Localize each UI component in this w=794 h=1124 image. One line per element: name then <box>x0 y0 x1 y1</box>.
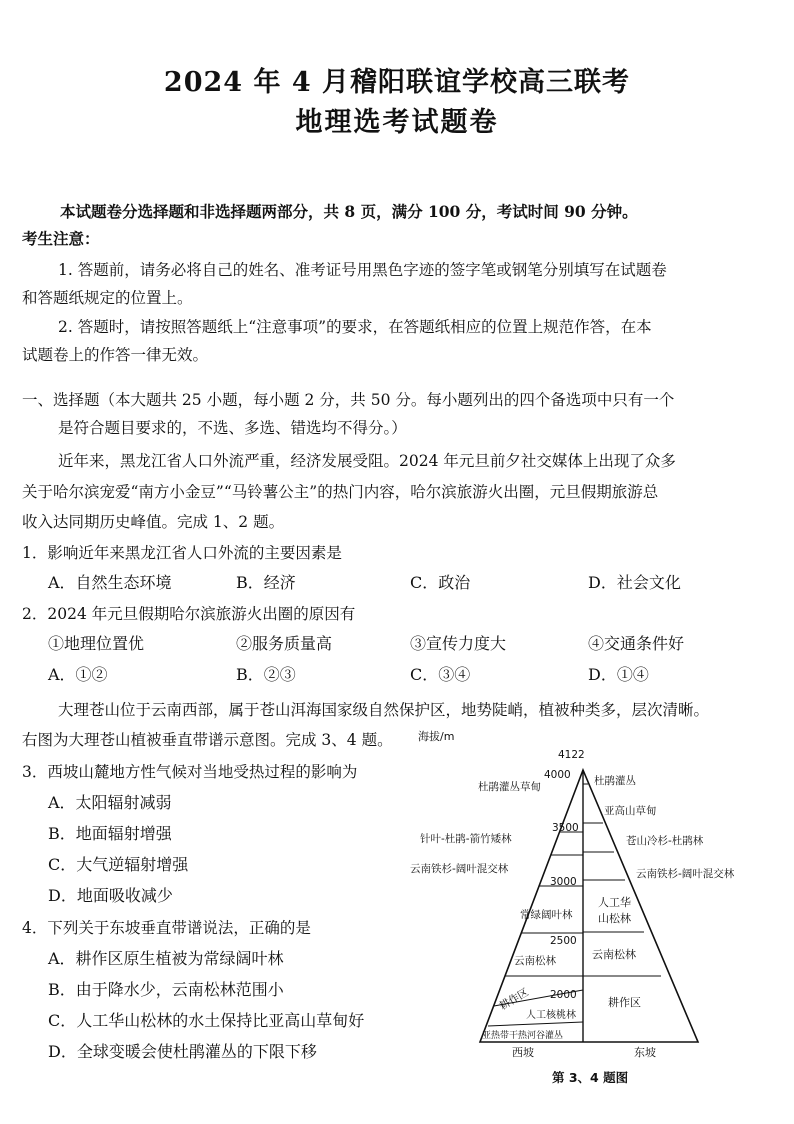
notice-2-line-b: 试题卷上的作答一律无效。 <box>22 346 209 364</box>
axis-label: 海拔/m <box>418 730 455 743</box>
east-belt-label: 人工华 <box>598 896 631 909</box>
west-belt-label: 常绿阔叶林 <box>520 909 573 921</box>
east-belt-label: 杜鹃灌丛 <box>594 775 636 787</box>
east-belt-label: 耕作区 <box>608 996 641 1009</box>
tick-3000: 3000 <box>550 876 577 888</box>
material1-line-b: 关于哈尔滨宠爱“南方小金豆”“马铃薯公主”的热门内容，哈尔滨旅游火出圈，元旦假期旅游总 <box>22 483 659 501</box>
east-belt-label: 云南松林 <box>592 948 636 961</box>
q2-statement-4: ④交通条件好 <box>588 634 685 653</box>
q2-option-b[interactable]: B．②③ <box>236 665 296 684</box>
west-belt-label: 云南铁杉-阔叶混交林 <box>410 863 509 875</box>
section1-heading-a: 一、选择题（本大题共 25 小题，每小题 2 分，共 50 分。每小题列出的四个备选项中只有一个 <box>22 391 675 409</box>
east-belt-label: 云南铁杉-阔叶混交林 <box>636 868 735 880</box>
west-belt-label: 云南松林 <box>514 955 556 967</box>
q2-statement-3: ③宣传力度大 <box>410 634 507 653</box>
tick-2500: 2500 <box>550 935 577 947</box>
west-belt-label: 亚热带干热河谷灌丛 <box>482 1031 564 1041</box>
east-slope-label: 东坡 <box>634 1046 656 1059</box>
material1-line-a: 近年来，黑龙江省人口外流严重，经济发展受阻。2024 年元旦前夕社交媒体上出现了众多 <box>58 452 676 470</box>
q2-option-c[interactable]: C．③④ <box>410 665 471 684</box>
exam-title-line1: 2024 年 4 月稽阳联谊学校高三联考 <box>163 67 631 98</box>
q2-statement-2: ②服务质量高 <box>236 634 333 653</box>
q2-option-d[interactable]: D．①④ <box>588 665 649 684</box>
east-belt-label: 亚高山草甸 <box>604 805 657 817</box>
east-belt-label: 苍山冷杉-杜鹃林 <box>626 835 704 847</box>
west-boundary-line <box>488 1022 583 1026</box>
q3-option-c[interactable]: C．大气逆辐射增强 <box>48 855 189 874</box>
notice-2-line-a: 2. 答题时，请按照答题纸上“注意事项”的要求，在答题纸相应的位置上规范作答，在本 <box>58 318 652 336</box>
q4-option-a[interactable]: A．耕作区原生植被为常绿阔叶林 <box>48 949 284 968</box>
tick-4000: 4000 <box>544 769 571 781</box>
figure-caption: 第 3、4 题图 <box>552 1070 629 1085</box>
q1-option-b[interactable]: B．经济 <box>236 573 296 592</box>
q2-statement-1: ①地理位置优 <box>48 634 145 653</box>
q1-option-a[interactable]: A．自然生态环境 <box>48 573 172 592</box>
west-belt-label: 耕作区 <box>497 986 531 1013</box>
west-belt-label: 针叶-杜鹃-箭竹矮林 <box>420 833 512 845</box>
q1-option-c[interactable]: C．政治 <box>410 573 471 592</box>
material2-line-a: 大理苍山位于云南西部，属于苍山洱海国家级自然保护区，地势陡峭，植被种类多，层次清晰。 <box>58 701 710 719</box>
section1-heading-b: 是符合题目要求的，不选、多选、错选均不得分。） <box>58 419 407 437</box>
q3-stem: 3．西坡山麓地方性气候对当地受热过程的影响为 <box>22 763 358 781</box>
q4-option-c[interactable]: C．人工华山松林的水土保持比亚高山草甸好 <box>48 1011 365 1030</box>
west-belt-label: 杜鹃灌丛草甸 <box>478 781 541 793</box>
q4-stem: 4．下列关于东坡垂直带谱说法，正确的是 <box>22 919 311 937</box>
q4-option-d[interactable]: D．全球变暖会使杜鹃灌丛的下限下移 <box>48 1042 317 1061</box>
vegetation-belt-diagram <box>408 728 768 1090</box>
q1-option-d[interactable]: D．社会文化 <box>588 573 681 592</box>
exam-title-line2: 地理选考试题卷 <box>295 107 499 138</box>
q4-option-b[interactable]: B．由于降水少，云南松林范围小 <box>48 980 284 999</box>
tick-2000: 2000 <box>550 989 577 1001</box>
q3-option-b[interactable]: B．地面辐射增强 <box>48 824 172 843</box>
q2-stem: 2．2024 年元旦假期哈尔滨旅游火出圈的原因有 <box>22 605 356 623</box>
q2-option-a[interactable]: A．①② <box>48 665 108 684</box>
q3-option-a[interactable]: A．太阳辐射减弱 <box>48 793 172 812</box>
q3-option-d[interactable]: D．地面吸收减少 <box>48 886 173 905</box>
peak-elevation: 4122 <box>558 749 585 761</box>
notice-heading: 考生注意： <box>22 229 100 248</box>
west-belt-label: 人工核桃林 <box>526 1010 576 1021</box>
east-belt-label: 山松林 <box>598 912 631 925</box>
notice-1-line-a: 1. 答题前，请务必将自己的姓名、准考证号用黑色字迹的签字笔或钢笔分别填写在试题卷 <box>58 261 667 279</box>
material1-line-c: 收入达同期历史峰值。完成 1、2 题。 <box>22 513 285 531</box>
q1-stem: 1．影响近年来黑龙江省人口外流的主要因素是 <box>22 544 342 562</box>
west-slope-label: 西坡 <box>512 1046 534 1059</box>
tick-3500: 3500 <box>552 822 579 834</box>
material2-line-b: 右图为大理苍山植被垂直带谱示意图。完成 3、4 题。 <box>22 731 393 749</box>
notice-1-line-b: 和答题纸规定的位置上。 <box>22 289 193 307</box>
exam-summary: 本试题卷分选择题和非选择题两部分，共 8 页，满分 100 分，考试时间 90 分钟。 <box>60 202 638 221</box>
